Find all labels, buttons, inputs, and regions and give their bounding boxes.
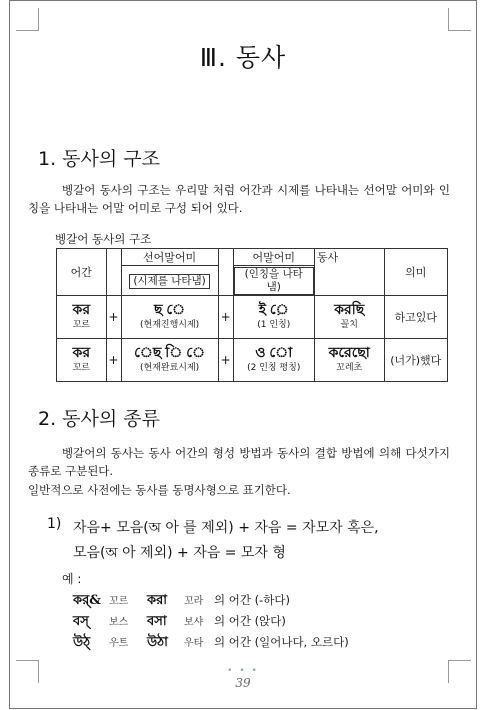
example-row: বস্ 보스 বসা 보샤 의 어간 (앉다) (73, 614, 286, 629)
crop-mark-top-right (448, 8, 471, 31)
example-label: 예 : (62, 572, 82, 586)
section-heading-types: 2. 동사의 종류 (38, 408, 160, 430)
header-final-ending-sub: (인칭을 나타냄) (234, 267, 314, 295)
header-meaning: 의미 (384, 249, 447, 296)
structure-paragraph: 벵갈어 동사의 구조는 우리말 처럼 어간과 시제를 나타내는 선어말 어미와 인칭을 나타내는 어말 어미로 구성 되어 있다. (28, 183, 450, 215)
list-item-line-1: 자음+ 모음(অ 아 를 제외) + 자음 = 자모자 혹은, (73, 520, 379, 536)
list-item-line-2: 모음(অ 아 제외) + 자음 = 모자 형 (73, 545, 286, 561)
page-number-ornament: • • • (227, 666, 259, 676)
list-item-number: 1) (47, 516, 62, 532)
types-paragraph-2: 일반적으로 사전에는 동사를 동명사형으로 표기한다. (28, 483, 291, 497)
example-row: উঠ্ 우트 উঠা 우타 의 어간 (일어나다, 오르다) (73, 635, 349, 650)
header-pre-ending: 선어말어미 (121, 249, 218, 266)
page-title: Ⅲ. 동사 (199, 43, 287, 72)
section-heading-structure: 1. 동사의 구조 (38, 148, 160, 170)
example-row: কর্& 꼬르 করা 꼬라 의 어간 (-하다) (73, 593, 290, 608)
table-row: কর 꼬르 + েছ ি ে (현재완료시제) + ও ো (2 인칭 평칭) করেছো 꼬레초 (너가)했다 (57, 339, 448, 382)
page-number: 39 (235, 676, 251, 690)
types-paragraph: 벵갈어의 동사는 동사 어간의 형성 방법과 동사의 결합 방법에 의해 다섯가지 종류로 구분된다. (28, 446, 450, 478)
header-pre-ending-sub: (시제를 나타냄) (129, 274, 209, 289)
table-caption: 벵갈어 동사의 구조 (55, 232, 152, 246)
header-stem: 어간 (57, 249, 107, 296)
header-verb: 동사 (314, 249, 384, 296)
header-final-ending: 어말어미 (233, 249, 314, 266)
table-row: কর 꼬르 + ছ ে (현재진행시제) + ই ়ে (1 인칭) করছি 꼴치 하고있다 (57, 296, 448, 339)
crop-mark-top-left (16, 8, 39, 31)
verb-structure-table (56, 248, 448, 382)
